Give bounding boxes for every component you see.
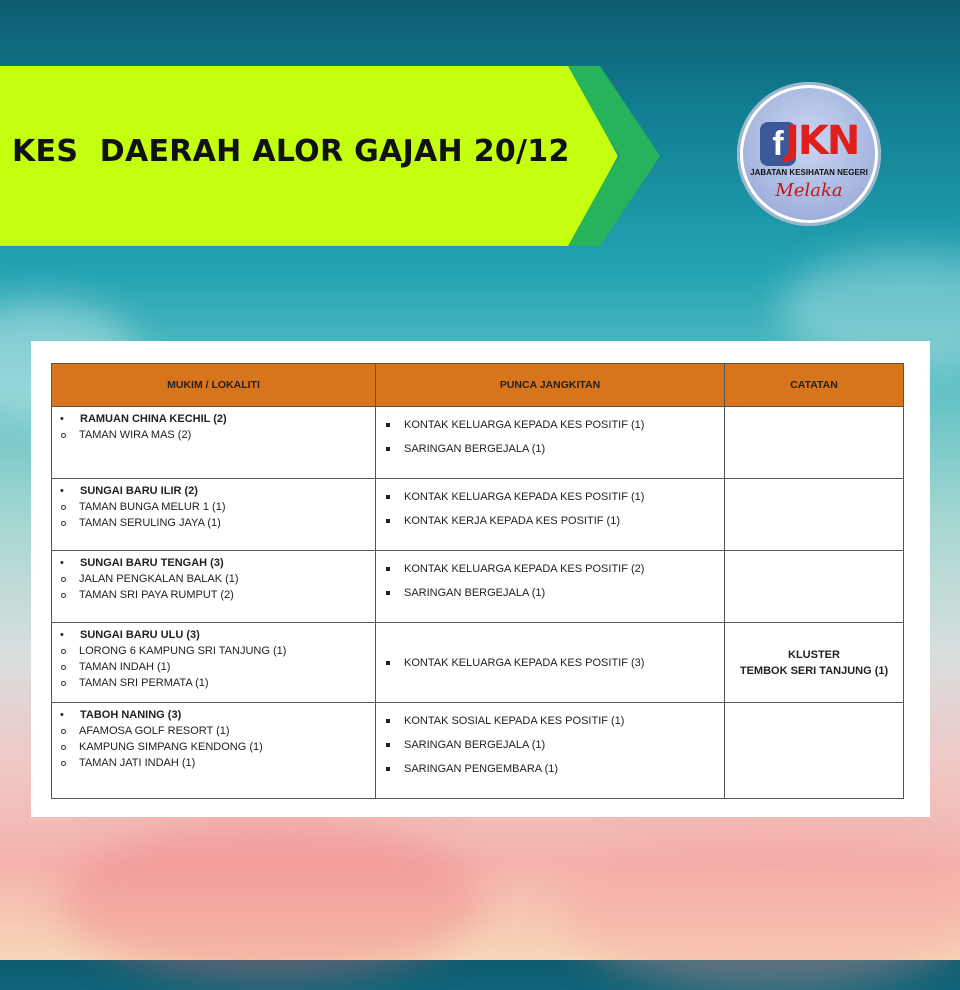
square-bullet-icon	[386, 661, 390, 665]
notes-cell	[725, 703, 904, 799]
header-source: PUNCA JANGKITAN	[376, 364, 725, 407]
circle-bullet-icon	[61, 433, 66, 438]
locality-cell	[52, 623, 376, 703]
locality-cell	[52, 551, 376, 623]
circle-bullet-icon	[61, 593, 66, 598]
logo-script: Melaka	[775, 180, 843, 201]
square-bullet-icon	[386, 519, 390, 523]
page-title: KES DAERAH ALOR GAJAH 20/12	[12, 134, 570, 169]
locality-name: AFAMOSA GOLF RESORT (1)	[79, 725, 230, 737]
circle-bullet-icon	[61, 505, 66, 510]
locality-name: TAMAN JATI INDAH (1)	[79, 757, 196, 769]
source-item: SARINGAN BERGEJALA (1)	[404, 443, 546, 455]
square-bullet-icon	[386, 719, 390, 723]
source-item: KONTAK KERJA KEPADA KES POSITIF (1)	[404, 515, 620, 527]
table-row	[52, 551, 904, 623]
table-row	[52, 703, 904, 799]
facebook-icon: f	[760, 122, 796, 166]
circle-bullet-icon	[61, 761, 66, 766]
source-item: KONTAK KELUARGA KEPADA KES POSITIF (1)	[404, 491, 645, 503]
source-item: KONTAK SOSIAL KEPADA KES POSITIF (1)	[404, 715, 625, 727]
cluster-label: KLUSTER	[788, 648, 840, 661]
circle-bullet-icon	[61, 681, 66, 686]
source-cell	[376, 623, 725, 703]
circle-bullet-icon	[61, 745, 66, 750]
jkn-logo	[737, 82, 881, 226]
table-row	[52, 623, 904, 703]
table-row	[52, 479, 904, 551]
locality-cell	[52, 479, 376, 551]
source-item: KONTAK KELUARGA KEPADA KES POSITIF (1)	[404, 419, 645, 431]
locality-name: TAMAN SRI PAYA RUMPUT (2)	[79, 589, 234, 601]
case-panel	[31, 341, 930, 817]
table-header-row	[52, 364, 904, 407]
header-notes: CATATAN	[725, 364, 904, 407]
locality-name: TAMAN SERULING JAYA (1)	[79, 517, 221, 529]
table-row	[52, 407, 904, 479]
bullet-icon: •	[60, 485, 64, 497]
circle-bullet-icon	[61, 729, 66, 734]
logo-subtitle: JABATAN KESIHATAN NEGERI	[750, 168, 868, 177]
square-bullet-icon	[386, 743, 390, 747]
locality-name: TAMAN BUNGA MELUR 1 (1)	[79, 501, 226, 513]
locality-cell	[52, 407, 376, 479]
locality-name: KAMPUNG SIMPANG KENDONG (1)	[79, 741, 263, 753]
source-item: SARINGAN BERGEJALA (1)	[404, 587, 546, 599]
locality-name: JALAN PENGKALAN BALAK (1)	[79, 573, 239, 585]
header-locality: MUKIM / LOKALITI	[52, 364, 376, 407]
locality-cell	[52, 703, 376, 799]
locality-name: TAMAN INDAH (1)	[79, 661, 171, 673]
source-item: KONTAK KELUARGA KEPADA KES POSITIF (3)	[404, 656, 645, 669]
mukim-name: SUNGAI BARU ULU (3)	[80, 629, 200, 641]
locality-name: LORONG 6 KAMPUNG SRI TANJUNG (1)	[79, 645, 287, 657]
source-item: SARINGAN PENGEMBARA (1)	[404, 763, 559, 775]
circle-bullet-icon	[61, 665, 66, 670]
circle-bullet-icon	[61, 521, 66, 526]
source-cell	[376, 703, 725, 799]
mukim-name: SUNGAI BARU ILIR (2)	[80, 485, 198, 497]
notes-cell	[725, 407, 904, 479]
bullet-icon: •	[60, 413, 64, 425]
source-cell	[376, 407, 725, 479]
cluster-name: TEMBOK SERI TANJUNG (1)	[739, 664, 889, 677]
square-bullet-icon	[386, 495, 390, 499]
square-bullet-icon	[386, 447, 390, 451]
square-bullet-icon	[386, 767, 390, 771]
cloud	[60, 820, 480, 980]
source-cell	[376, 479, 725, 551]
source-item: SARINGAN BERGEJALA (1)	[404, 739, 546, 751]
notes-cell	[725, 551, 904, 623]
bullet-icon: •	[60, 709, 64, 721]
notes-cell	[725, 479, 904, 551]
mukim-name: SUNGAI BARU TENGAH (3)	[80, 557, 224, 569]
mukim-name: RAMUAN CHINA KECHIL (2)	[80, 413, 227, 425]
source-item: KONTAK KELUARGA KEPADA KES POSITIF (2)	[404, 563, 645, 575]
square-bullet-icon	[386, 423, 390, 427]
notes-cell	[725, 623, 904, 703]
bullet-icon: •	[60, 557, 64, 569]
bullet-icon: •	[60, 629, 64, 641]
logo-abbr: JKN	[785, 118, 859, 164]
cloud	[560, 830, 960, 990]
case-table	[51, 363, 904, 799]
square-bullet-icon	[386, 567, 390, 571]
locality-name: TAMAN SRI PERMATA (1)	[79, 677, 209, 689]
circle-bullet-icon	[61, 649, 66, 654]
source-cell	[376, 551, 725, 623]
square-bullet-icon	[386, 591, 390, 595]
locality-name: TAMAN WIRA MAS (2)	[79, 429, 192, 441]
mukim-name: TABOH NANING (3)	[80, 709, 182, 721]
circle-bullet-icon	[61, 577, 66, 582]
